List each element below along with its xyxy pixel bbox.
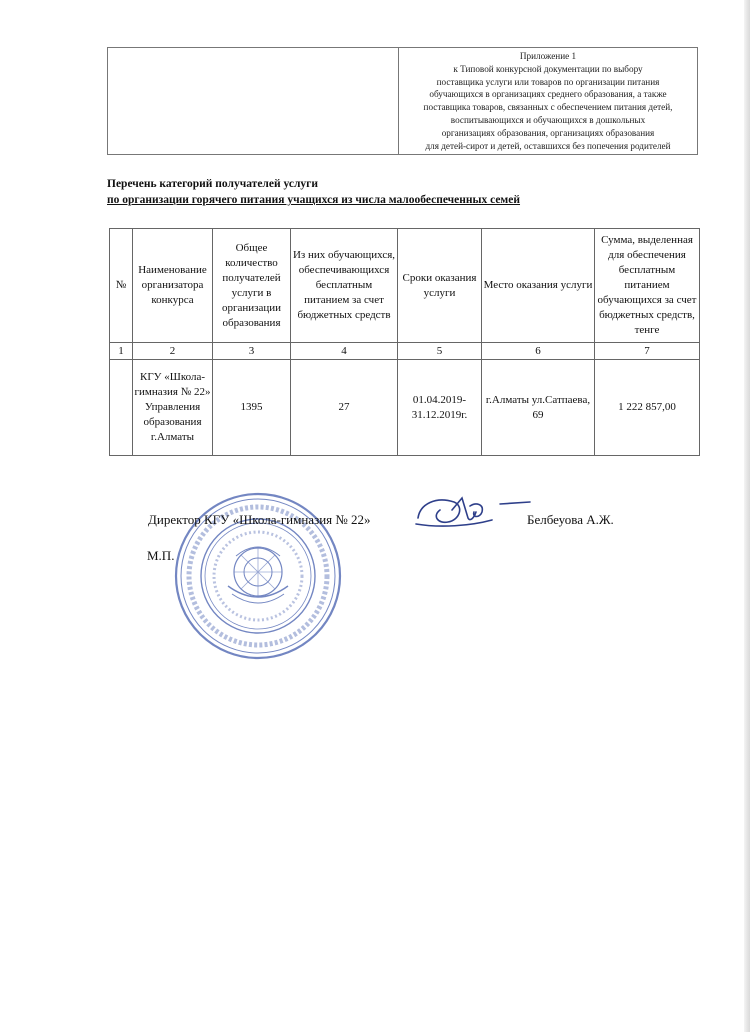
appendix-line: для детей-сирот и детей, оставшихся без попечения родителей: [425, 140, 671, 151]
appendix-line: поставщика товаров, связанных с обеспечением питания детей,: [423, 102, 673, 113]
cell-place: г.Алматы ул.Сатпаева, 69: [482, 360, 595, 456]
column-number: 1: [110, 343, 133, 360]
director-label: Директор КГУ «Школа-гимназия № 22»: [148, 512, 371, 527]
column-number: 5: [398, 343, 482, 360]
column-number: 3: [213, 343, 291, 360]
page-edge: [744, 0, 750, 1032]
appendix-line: поставщика услуги или товаров по организации питания: [436, 76, 660, 87]
column-number: 7: [595, 343, 700, 360]
cell-organizer: КГУ «Школа-гимназия № 22» Управления образования г.Алматы: [133, 360, 213, 456]
appendix-box: [107, 47, 698, 155]
header-cell-organizer: Наименование организатора конкурса: [133, 229, 213, 343]
handwritten-signature: [410, 488, 535, 536]
appendix-text: [399, 48, 697, 154]
table-row: [110, 360, 700, 456]
cell-total: 1395: [213, 360, 291, 456]
document-title: Перечень категорий получателей услуги: [107, 178, 319, 190]
column-number: 4: [291, 343, 398, 360]
appendix-line: к Типовой конкурсной документации по выбору: [453, 63, 643, 74]
cell-free: 27: [291, 360, 398, 456]
document-subtitle: по организации горячего питания учащихся из числа малообеспеченных семей: [107, 194, 521, 206]
header-cell-number: №: [110, 229, 133, 343]
cell-amount: 1 222 857,00: [595, 360, 700, 456]
header-cell-total: Общее количество получателей услуги в организации образования: [213, 229, 291, 343]
column-numbers-row: [110, 343, 700, 360]
appendix-line: Приложение 1: [519, 51, 577, 61]
appendix-line: организациях образования, организациях образования: [441, 127, 655, 138]
recipients-table: [109, 228, 700, 456]
seal-place-label: М.П.: [147, 548, 175, 563]
appendix-empty-cell: [108, 48, 399, 154]
cell-number: [110, 360, 133, 456]
header-cell-place: Место оказания услуги: [482, 229, 595, 343]
column-number: 2: [133, 343, 213, 360]
header-cell-period: Сроки оказания услуги: [398, 229, 482, 343]
column-number: 6: [482, 343, 595, 360]
header-cell-amount: Сумма, выделенная для обеспечения бесплатным питанием обучающихся за счет бюджетных средств, тенге: [595, 229, 700, 343]
appendix-line: воспитывающихся и обучающихся в дошкольных: [450, 114, 646, 125]
header-cell-free: Из них обучающихся, обеспечивающихся бесплатным питанием за счет бюджетных средств: [291, 229, 398, 343]
director-name: Белбеуова А.Ж.: [527, 512, 614, 527]
table-header-row: [110, 229, 700, 343]
appendix-line: обучающихся в организациях среднего образования, а также: [429, 89, 667, 100]
cell-period: 01.04.2019-31.12.2019г.: [398, 360, 482, 456]
